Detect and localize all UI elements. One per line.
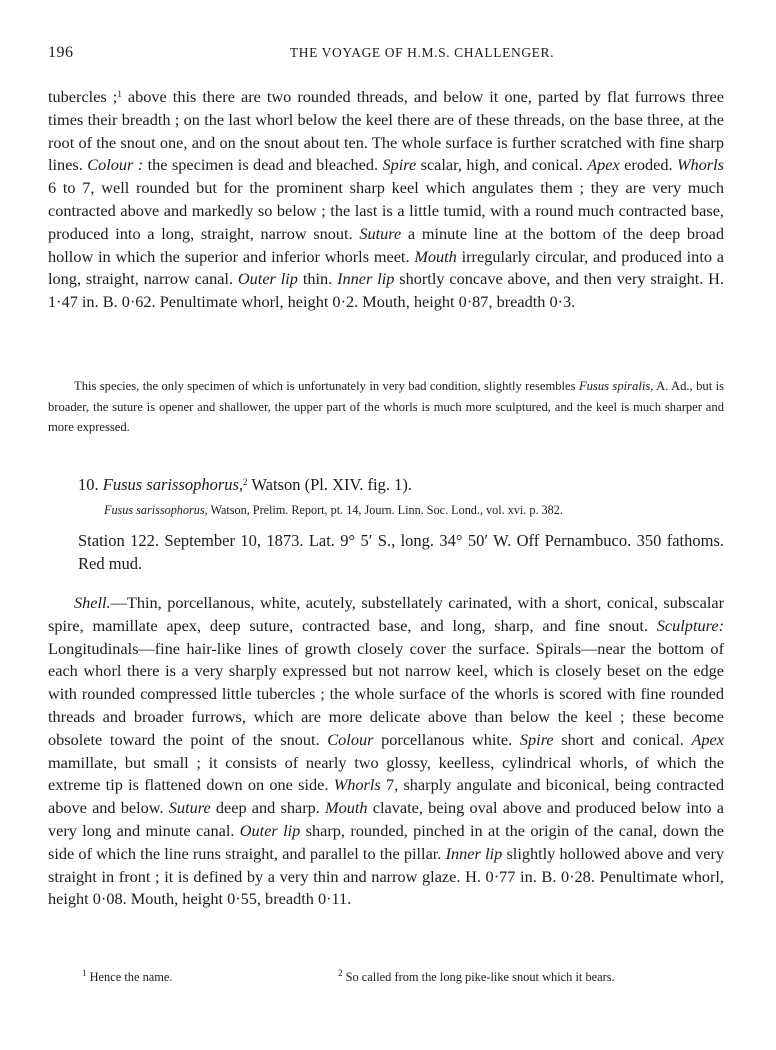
page-number: 196 [48,44,74,61]
footnote-1: $^1$ Hence the name. [82,968,173,984]
synonymy-citation: Fusus sarissophorus, Watson, Prelim. Report, pt. 14, Journ. Linn. Soc. Lond., vol. xvi. p. 382. [104,503,563,517]
station-record: Station 122. September 10, 1873. Lat. 9° 5′ S., long. 34° 50′ W. Off Pernambuco. 350 fathoms. Red mud. [78,531,724,573]
description-continued-paragraph: tubercles ;$^1$ above this there are two rounded threads, and below it one, parted by flat furrows three times their breadth ; on the last whorl below the keel there are of these threads, on the base three, at the root of the snout one, and on the snout about ten. The whole surface is further scratched with fine sharp lines. Colour : the specimen is dead and bleached. Spire scalar, high, and conical. Apex eroded. Whorls 6 to 7, well rounded but for the prominent sharp keel which angulates them ; they are very much contracted above and markedly so below ; the last is a little tumid, with a round much contracted base, produced into a long, straight, narrow snout. Suture a minute line at the bottom of the deep broad hollow in which the superior and inferior whorls meet. Mouth irregularly circular, and produced into a long, straight, narrow canal. Outer lip thin. Inner lip shortly concave above, and then very straight. H. 1·47 in. B. 0·62. Penultimate whorl, height 0·2. Mouth, height 0·87, breadth 0·3. [48,87,725,312]
species-reference: Fusus spiralis, [578,379,654,393]
remark-paragraph: This species, the only specimen of which is unfortunately in very bad condition, slightly resembles Fusus spiralis, A. Ad., but is broader, the suture is opener and shallower, the upper part of the whorls is much more sculptured, and the keel is much sharper and more expressed. [48,379,724,435]
footnote-ref-2[interactable]: 2 [243,477,248,487]
shell-description: Shell.—Thin, porcellanous, white, acutely, substellately carinated, with a short, conical, subscalar spire, mamillate apex, deep suture, contracted base, and long, sharp, and fine snout. Sculpture: Longitudinals—fine hair-like lines of growth closely cover the surface. Spirals—near the bottom of each whorl there is a very sharply expressed but not narrow keel, which is closely beset on the edge with rounded compressed little tubercles ; the whole surface of the whorls is scored with fine rounded threads and broader furrows, which are more delicate above than below the keel ; these become obsolete toward the point of the snout. Colour porcellanous white. Spire short and conical. Apex mamillate, but small ; it consists of nearly two glossy, keelless, cylindrical whorls, of which the extreme tip is flattened down on one side. Whorls 7, sharply angulate and biconical, being contracted above and below. Suture deep and sharp. Mouth clavate, being oval above and produced below into a very long and minute canal. Outer lip sharp, rounded, pinched in at the origin of the canal, down the side of which the line runs straight, and parallel to the pillar. Inner lip slightly hollowed above and very straight in front ; it is defined by a very thin and narrow glaze. H. 0·77 in. B. 0·28. Penultimate whorl, height 0·08. Mouth, height 0·55, breadth 0·11. [48,593,725,909]
footnote-ref-1[interactable]: 1 [117,89,122,99]
page-header [48,44,736,66]
footnote-2: $^2$ So called from the long pike-like snout which it bears. [338,968,615,984]
running-title: THE VOYAGE OF H.M.S. CHALLENGER. [289,45,555,60]
species-heading: 10. Fusus sarissophorus,$^2$ Watson (Pl. XIV. fig. 1). [78,475,412,494]
